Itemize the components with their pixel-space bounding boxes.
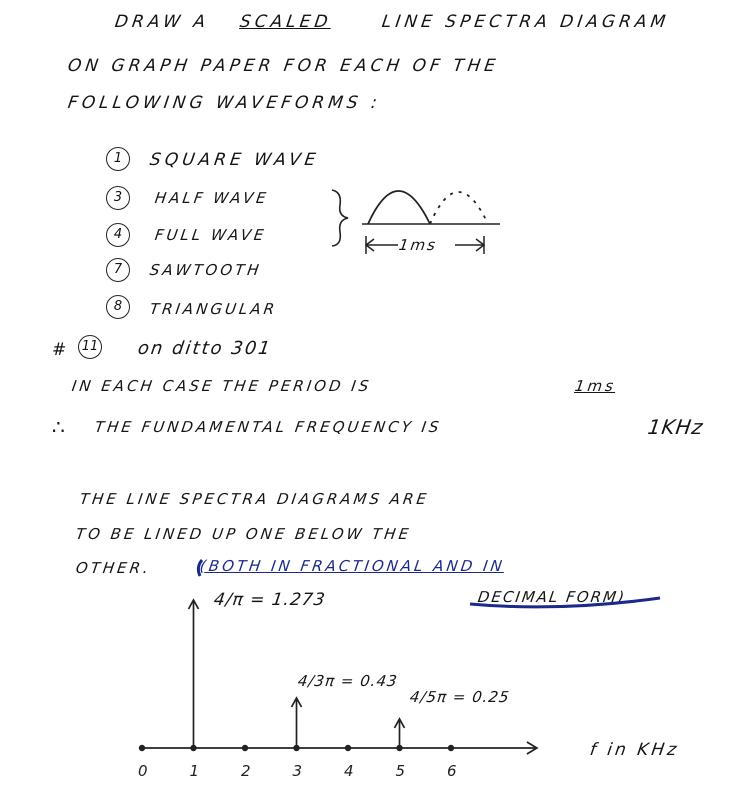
note-line-1: THE LINE SPECTRA DIAGRAMS ARE — [78, 490, 431, 508]
tick-label-5: 5 — [395, 762, 406, 780]
tick-label-6: 6 — [447, 762, 457, 780]
sketch-period-label: 1ms — [397, 236, 439, 254]
item-number-11: 11 — [78, 335, 102, 359]
tick-label-4: 4 — [344, 762, 354, 780]
instruction-line-1a: DRAW A — [113, 12, 211, 32]
tick-label-3: 3 — [292, 762, 303, 780]
axis-tick-6 — [448, 745, 454, 751]
frequency-statement: THE FUNDAMENTAL FREQUENCY IS — [93, 418, 443, 436]
frequency-value: 1KHz — [646, 415, 706, 439]
instruction-line-1b: LINE SPECTRA DIAGRAM — [380, 12, 671, 32]
waveform-ditto: on ditto 301 — [136, 338, 274, 359]
brace — [332, 190, 348, 246]
sketch-dotted-wave — [430, 192, 488, 224]
note-line-3: OTHER. — [74, 559, 153, 577]
instruction-scaled: SCALED — [238, 12, 333, 32]
axis-tick-4 — [345, 745, 351, 751]
note-blue-line-2: DECIMAL FORM) — [476, 588, 628, 606]
hash-mark: # — [52, 340, 67, 360]
waveform-half: HALF WAVE — [153, 189, 270, 207]
therefore-symbol: ∴ — [52, 415, 69, 439]
tick-label-1: 1 — [189, 762, 200, 780]
item-number-4: 4 — [106, 223, 130, 247]
line-label-5: 4/5π = 0.25 — [408, 688, 511, 706]
sketch-half-wave — [368, 191, 430, 224]
item-number-7: 7 — [106, 258, 130, 282]
axis-tick-0 — [139, 745, 145, 751]
waveform-triangular: TRIANGULAR — [148, 300, 279, 318]
waveform-square: SQUARE WAVE — [148, 150, 321, 170]
item-number-3: 3 — [106, 186, 130, 210]
item-number-1: 1 — [106, 147, 130, 171]
waveform-full: FULL WAVE — [153, 226, 268, 244]
item-number-8: 8 — [106, 295, 130, 319]
tick-label-2: 2 — [241, 762, 251, 780]
line-label-1: 4/π = 1.273 — [212, 590, 327, 610]
line-label-3: 4/3π = 0.43 — [296, 672, 399, 690]
period-value: 1ms — [573, 377, 618, 395]
blue-bracket — [198, 560, 202, 576]
instruction-line-3: FOLLOWING WAVEFORMS : — [66, 93, 383, 113]
instruction-line-2: ON GRAPH PAPER FOR EACH OF THE — [66, 56, 501, 76]
axis-tick-2 — [242, 745, 248, 751]
note-line-2: TO BE LINED UP ONE BELOW THE — [74, 525, 413, 543]
x-axis-label: f in KHz — [588, 740, 681, 760]
blue-underline — [470, 598, 660, 607]
period-statement: IN EACH CASE THE PERIOD IS — [70, 377, 373, 395]
tick-label-0: 0 — [138, 762, 148, 780]
note-blue-line-1: (BOTH IN FRACTIONAL AND IN — [198, 557, 507, 575]
waveform-sawtooth: SAWTOOTH — [148, 261, 263, 279]
